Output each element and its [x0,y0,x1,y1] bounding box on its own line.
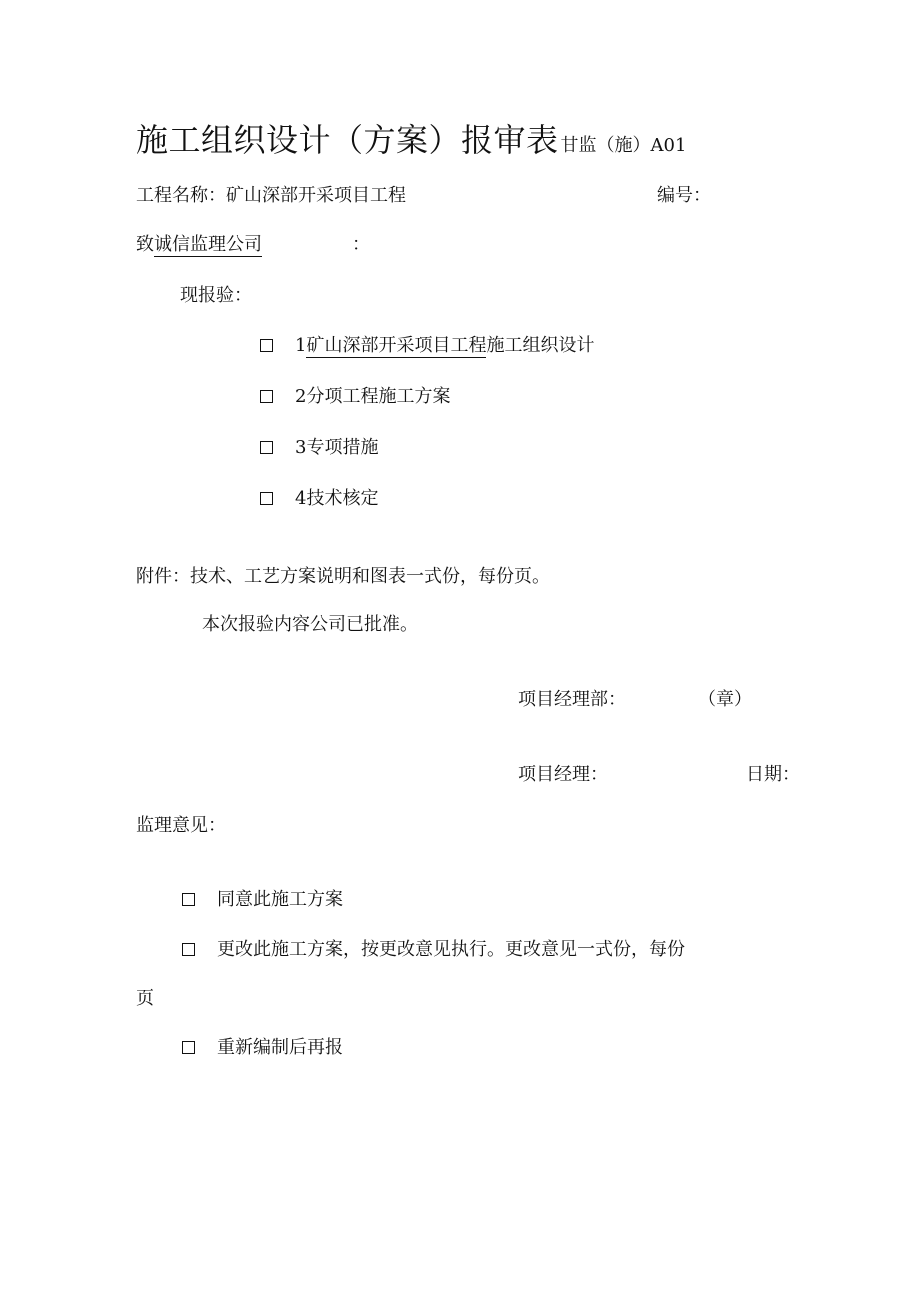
supervision-option-1 [182,888,343,912]
option-3-checkbox[interactable] [182,1041,195,1054]
submission-item-1 [260,334,594,358]
submission-item-3 [260,436,378,460]
item-3-checkbox[interactable] [260,441,273,454]
item-4-checkbox[interactable] [260,492,273,505]
dept-label: 项目经理部： [518,689,626,710]
item-1-project: 矿山深部开采项目工程 [306,335,487,356]
item-1-number: 1 [295,335,307,356]
item-4-number: 4 [295,488,307,509]
project-name: 矿山深部开采项目工程 [226,185,406,206]
submission-intro: 现报验： [180,285,252,306]
recipient-company: 诚信监理公司 [154,234,262,255]
item-1-text: 施工组织设计 [486,335,595,356]
recipient-row [136,233,370,257]
recipient-colon: ： [352,234,370,255]
supervision-option-3 [182,1036,343,1060]
item-2-checkbox[interactable] [260,390,273,403]
option-2-checkbox[interactable] [182,943,195,956]
submission-item-4 [260,487,378,511]
date-label: 日期： [746,764,800,785]
item-3-number: 3 [295,437,307,458]
option-2-continuation: 页 [136,988,154,1009]
item-2-number: 2 [295,386,307,407]
supervision-option-2 [182,938,685,962]
item-2-text: 分项工程施工方案 [306,386,451,407]
project-name-row [136,184,406,208]
submission-item-2 [260,385,450,409]
option-1-checkbox[interactable] [182,893,195,906]
number-label: 编号： [657,185,711,206]
approval-line: 本次报验内容公司已批准。 [202,614,418,635]
recipient-prefix: 致 [136,234,154,255]
manager-label: 项目经理： [518,764,608,785]
option-1-text: 同意此施工方案 [217,889,343,910]
item-1-checkbox[interactable] [260,339,273,352]
seal-label: （章） [698,689,752,710]
supervision-label: 监理意见： [136,815,226,836]
attachment-line: 附件：技术、工艺方案说明和图表一式份，每份页。 [136,566,550,587]
title-main: 施工组织设计（方案）报审表 [136,121,559,159]
option-3-text: 重新编制后再报 [217,1037,343,1058]
item-3-text: 专项措施 [306,437,379,458]
form-title [136,120,686,166]
item-4-text: 技术核定 [306,488,379,509]
form-code: 甘监（施）A01 [560,135,687,156]
option-2-text: 更改此施工方案，按更改意见执行。更改意见一式份，每份 [217,939,685,960]
project-label: 工程名称： [136,185,226,206]
